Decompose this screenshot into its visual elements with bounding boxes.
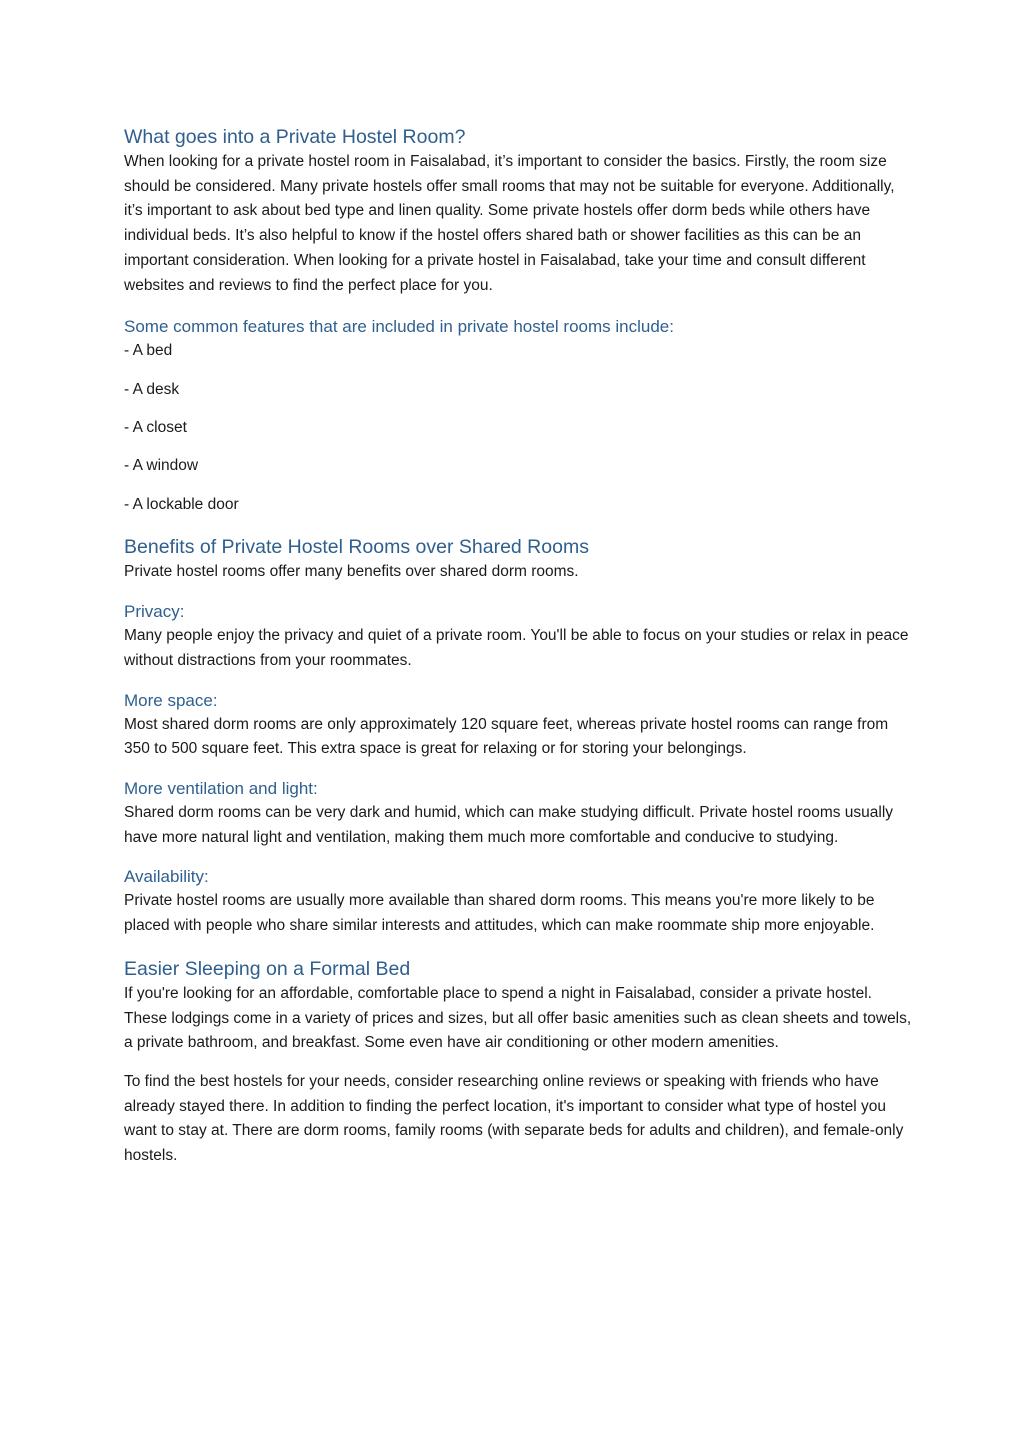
- availability-paragraph: Private hostel rooms are usually more available than shared dorm rooms. This means you're more likely to be placed with people who share similar interests and attitudes, which can make roommate ship more enjoyable.: [124, 892, 875, 935]
- heading-more-space: More space:: [124, 690, 218, 710]
- document-page: [124, 124, 914, 1169]
- heading-availability: Availability:: [124, 867, 209, 887]
- list-item: - A bed: [124, 342, 173, 360]
- list-item: - A desk: [124, 380, 180, 398]
- intro-paragraph: When looking for a private hostel room in Faisalabad, it’s important to consider the basics. Firstly, the room size should be considered. Many private hostels offer small rooms that may not be suitable for everyone. Additionally, it’s important to ask about bed type and linen quality. Some private hostels offer dorm beds while others have individual beds. It’s also helpful to know if the hostel offers shared bath or shower facilities as this can be an important consideration. When looking for a private hostel in Faisalabad, take your time and consult different websites and reviews to find the perfect place for you.: [124, 153, 895, 294]
- heading-benefits: Benefits of Private Hostel Rooms over Shared Rooms: [124, 536, 589, 559]
- privacy-paragraph: Many people enjoy the privacy and quiet of a private room. You'll be able to focus on your studies or relax in peace without distractions from your roommates.: [124, 627, 909, 669]
- heading-ventilation: More ventilation and light:: [124, 779, 318, 798]
- ventilation-paragraph: Shared dorm rooms can be very dark and humid, which can make studying difficult. Private hostel rooms usually have more natural light and ventilation, making them much more comfortable and conducive to studying.: [124, 804, 894, 846]
- sleeping-paragraph-2: To find the best hostels for your needs, consider researching online reviews or speaking with friends who have already stayed there. In addition to finding the perfect location, it's important to consider what type of hostel you want to stay at. There are dorm rooms, family rooms (with separate beds for adults and children), and female-only hostels.: [124, 1072, 904, 1165]
- heading-easier-sleeping: Easier Sleeping on a Formal Bed: [124, 957, 411, 980]
- list-item: - A lockable door: [124, 495, 239, 513]
- list-item: - A window: [124, 457, 199, 475]
- sleeping-paragraph-1: If you're looking for an affordable, comfortable place to spend a night in Faisalabad, consider a private hostel. These lodgings come in a variety of prices and sizes, but all offer basic amenities such as clean sheets and towels, a private bathroom, and breakfast. Some even have air conditioning or other modern amenities.: [124, 984, 912, 1052]
- features-list: [124, 339, 914, 517]
- space-paragraph: Most shared dorm rooms are only approximately 120 square feet, whereas private hostel rooms can range from 350 to 500 square feet. This extra space is great for relaxing or for storing your belongings.: [124, 715, 889, 758]
- list-item: - A closet: [124, 419, 187, 436]
- benefits-paragraph: Private hostel rooms offer many benefits over shared dorm rooms.: [124, 563, 579, 581]
- heading-common-features: Some common features that are included in private hostel rooms include:: [124, 317, 674, 337]
- heading-private-hostel-room: What goes into a Private Hostel Room?: [124, 126, 466, 148]
- heading-privacy: Privacy:: [124, 602, 185, 622]
